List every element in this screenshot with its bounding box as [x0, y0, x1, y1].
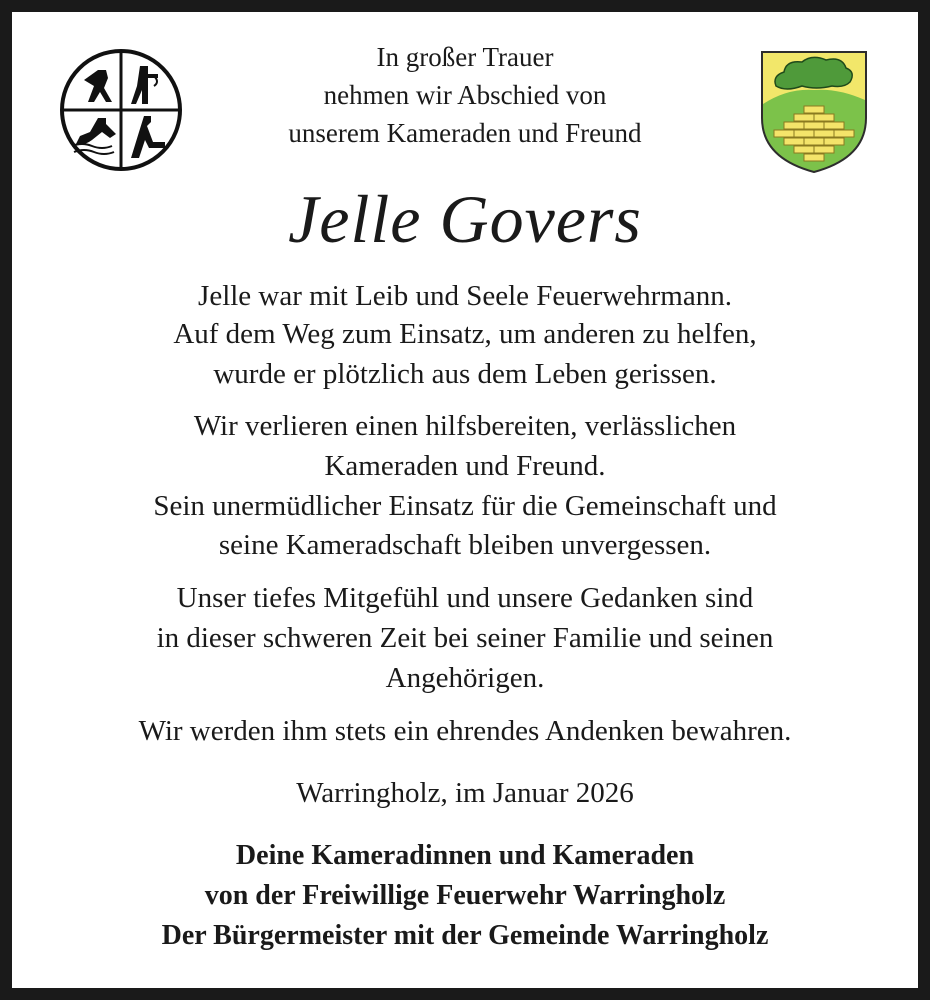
paragraph-line: Angehörigen. [385, 662, 545, 694]
paragraph-line: Unser tiefes Mitgefühl und unsere Gedanken sind [176, 582, 754, 614]
paragraph-line: Kameraden und Freund. [324, 450, 606, 482]
signature-line: Deine Kameradinnen und Kameraden [235, 840, 695, 871]
paragraph-line: Jelle war mit Leib und Seele Feuerwehrmann. [198, 280, 732, 312]
header-line: unserem Kameraden und Freund [288, 118, 642, 148]
header-line: In großer Trauer [376, 42, 554, 72]
signature-line: von der Freiwillige Feuerwehr Warringholz [204, 880, 726, 911]
paragraph-line: wurde er plötzlich aus dem Leben gerissen. [213, 358, 717, 390]
paragraph-line: Wir werden ihm stets ein ehrendes Andenken bewahren. [138, 715, 792, 747]
paragraph-line: in dieser schweren Zeit bei seiner Familie und seinen [156, 622, 774, 654]
paragraph-line: Wir verlieren einen hilfsbereiten, verlässlichen [193, 410, 737, 442]
deceased-name: Jelle Govers [288, 181, 642, 257]
paragraph-line: seine Kameradschaft bleiben unvergessen. [218, 529, 712, 561]
header-line: nehmen wir Abschied von [323, 80, 607, 110]
paragraph-line: Sein unermüdlicher Einsatz für die Gemeinschaft und [153, 490, 777, 522]
paragraph-line: Auf dem Weg zum Einsatz, um anderen zu helfen, [173, 318, 757, 350]
signature-line: Der Bürgermeister mit der Gemeinde Warringholz [161, 920, 769, 951]
place-date: Warringholz, im Januar 2026 [296, 777, 634, 809]
